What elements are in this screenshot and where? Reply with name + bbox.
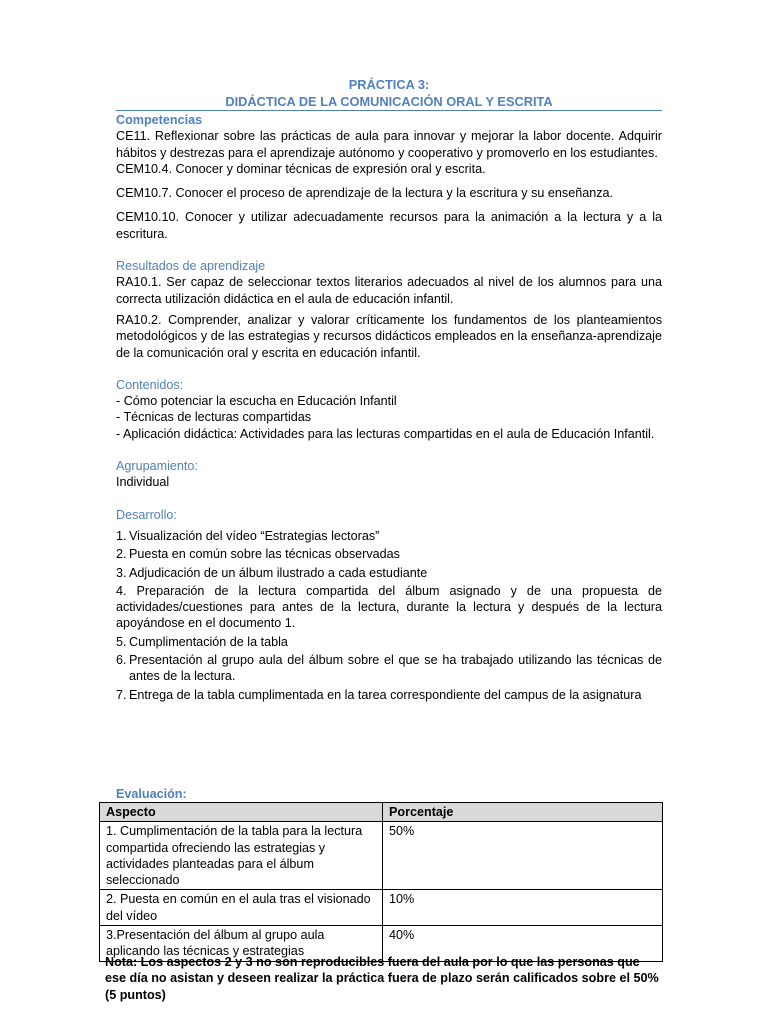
list-item-number: 5. — [116, 634, 127, 649]
agrupamiento-value: Individual — [116, 475, 170, 490]
column-header-porcentaje: Porcentaje — [383, 803, 663, 822]
cell-porcentaje: 40% — [383, 926, 663, 962]
list-item-text: Entrega de la tabla cumplimentada en la tarea correspondiente del campus de la asignatura — [129, 687, 642, 702]
list-item-text: Presentación al grupo aula del álbum sobre el que se ha trabajado utilizando las técnicas de antes de la lectura. — [129, 653, 662, 684]
resultado-ra10-2: RA10.2. Comprender, analizar y valorar críticamente los fundamentos de los planteamientos metodológicos y de las estrategias y recursos didácticos empleados en la enseñanza-aprendizaje de la comunicación oral y escrita en educación infantil. — [116, 312, 662, 360]
cell-aspecto: 3.Presentación del álbum al grupo aula aplicando las técnicas y estrategias — [100, 926, 383, 962]
contenidos-heading: Contenidos: — [116, 377, 184, 392]
title-line-1: PRÁCTICA 3: — [348, 77, 430, 92]
list-item-text: Preparación de la lectura compartida del álbum asignado y de una propuesta de actividades/cuestiones para antes de la lectura, durante la lectura y después de la lectura apoyándose en el documento 1. — [116, 583, 662, 631]
list-item-number: 3. — [116, 565, 127, 580]
desarrollo-list — [116, 528, 662, 703]
list-item — [116, 546, 662, 562]
list-item — [116, 687, 662, 703]
list-item-text: Visualización del vídeo “Estrategias lectoras” — [129, 528, 380, 543]
list-item: - Técnicas de lecturas compartidas — [116, 410, 312, 425]
document-body — [116, 77, 662, 705]
list-item — [116, 634, 662, 650]
list-item — [116, 652, 662, 685]
table-row — [100, 822, 663, 890]
contenidos-list — [116, 393, 662, 442]
competencias-heading: Competencias — [116, 113, 203, 127]
title-line-2: DIDÁCTICA DE LA COMUNICACIÓN ORAL Y ESCRITA — [116, 94, 662, 112]
competencia-cem10-10: CEM10.10. Conocer y utilizar adecuadamente recursos para la animación a la lectura y a la escritura. — [116, 210, 662, 241]
resultados-heading: Resultados de aprendizaje — [116, 259, 266, 274]
evaluacion-table — [99, 802, 663, 962]
list-item — [116, 583, 662, 632]
competencia-ce11: CE11. Reflexionar sobre las prácticas de aula para innovar y mejorar la labor docente. Adquirir hábitos y destrezas para el aprendizaje autónomo y cooperativo y promoverlo en los estudiantes. — [116, 129, 662, 160]
list-item: - Cómo potenciar la escucha en Educación Infantil — [116, 394, 397, 409]
list-item-number: 6. — [116, 653, 127, 668]
cell-aspecto: 2. Puesta en común en el aula tras el visionado del vídeo — [100, 890, 383, 926]
list-item-number: 1. — [116, 528, 127, 543]
list-item-text: Cumplimentación de la tabla — [129, 634, 288, 649]
list-item — [116, 528, 662, 544]
list-item-number: 7. — [116, 687, 127, 702]
cell-porcentaje: 10% — [383, 890, 663, 926]
column-header-aspecto: Aspecto — [100, 803, 383, 822]
list-item: - Aplicación didáctica: Actividades para las lecturas compartidas en el aula de Educación Infantil. — [116, 426, 655, 441]
resultado-ra10-1: RA10.1. Ser capaz de seleccionar textos literarios adecuados al nivel de los alumnos para una correcta utilización didáctica en el aula de educación infantil. — [116, 275, 662, 306]
competencia-cem10-4: CEM10.4. Conocer y dominar técnicas de expresión oral y escrita. — [116, 161, 486, 176]
list-item-number: 2. — [116, 547, 127, 562]
table-row — [100, 890, 663, 926]
cell-porcentaje: 50% — [383, 822, 663, 890]
competencia-cem10-7: CEM10.7. Conocer el proceso de aprendizaje de la lectura y la escritura y su enseñanza. — [116, 186, 614, 201]
agrupamiento-heading: Agrupamiento: — [116, 459, 198, 474]
desarrollo-heading: Desarrollo: — [116, 507, 177, 522]
evaluacion-heading: Evaluación: — [116, 787, 187, 801]
list-item-number: 4. — [116, 583, 127, 598]
table-header-row — [100, 803, 663, 822]
evaluacion-note: Nota: Los aspectos 2 y 3 no son reproducibles fuera del aula por lo que las personas que ese día no asistan y deseen realizar la práctica fuera de plazo serán calificados sobre el 50% (5 puntos) — [105, 955, 659, 1002]
list-item-text: Puesta en común sobre las técnicas observadas — [129, 547, 400, 562]
cell-aspecto: 1. Cumplimentación de la tabla para la lectura compartida ofreciendo las estrategias y actividades planteadas para el álbum seleccionado — [100, 822, 383, 890]
list-item — [116, 565, 662, 581]
list-item-text: Adjudicación de un álbum ilustrado a cada estudiante — [129, 565, 428, 580]
